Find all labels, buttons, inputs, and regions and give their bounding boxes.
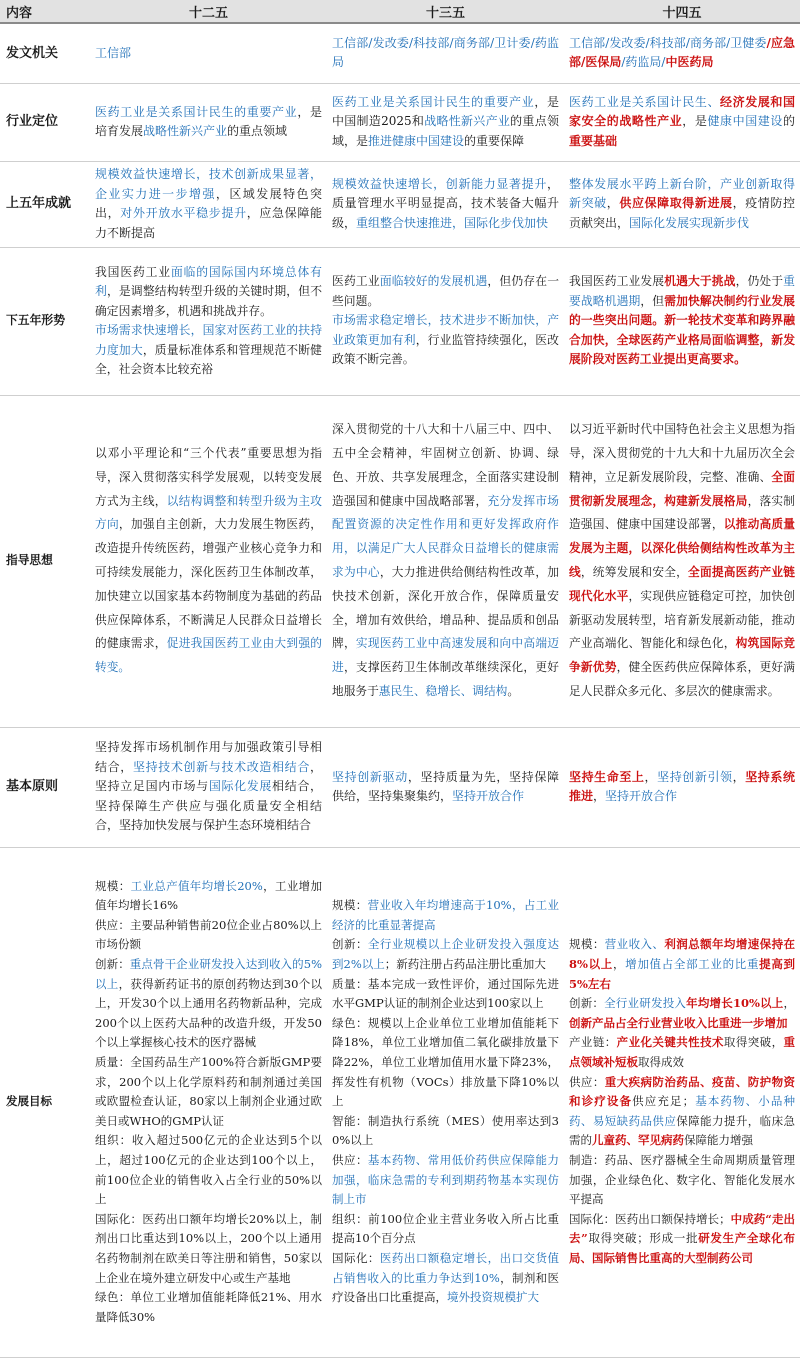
text-segment: 以结构调整和转型升级为主攻方向 — [95, 493, 322, 532]
text-segment: 提高到5%左右 — [569, 957, 796, 991]
text-segment: 重点领域补短板 — [569, 1035, 796, 1070]
cell-12th-issuer — [90, 23, 327, 83]
text-segment: 坚持开放合作 — [605, 789, 678, 803]
text-segment: 组织：前100位企业主营业务收入所占比重提高10个百分点 国际化： — [332, 1211, 559, 1265]
text-segment: 战略性新兴产业 — [143, 124, 228, 138]
cell-13th-guideline — [327, 395, 564, 727]
cell-13th-situation — [327, 247, 564, 395]
text-segment: 取得突破；形成一批 — [587, 1231, 699, 1246]
text-segment: 战略性新兴产业 — [424, 114, 511, 129]
text-segment: ，实现供应链稳定可控，加快创新驱动发展转型，培育新发展新动能，推动产业高端化、智能化和绿色化， — [569, 588, 795, 651]
cell-12th-principles — [90, 727, 327, 847]
text-segment: 面临的国际国内环境总体有利 — [95, 264, 322, 298]
text-segment: ， — [606, 196, 620, 211]
text-segment: 工信部/发改委/科技部/商务部/卫计委/药监局 — [332, 35, 559, 70]
cell-12th-achievements — [90, 161, 327, 247]
cell-13th-principles — [327, 727, 564, 847]
text-segment: 以推动高质量发展为主题，以深化供给侧结构性改革为主线 — [569, 517, 795, 579]
text-segment: ，行业监管持续强化，医改政策不断完善。 — [332, 332, 559, 367]
text-segment: 坚持发挥市场机制作用与加强政策引导相结合， — [95, 740, 322, 774]
text-segment: 规模效益快速增长，技术创新成果显著，企业实力进一步增强 — [95, 167, 322, 201]
text-segment: 规模： — [95, 878, 131, 893]
text-segment: 坚持技术创新与技术改造相结合 — [132, 759, 310, 774]
text-segment: 经济发展和国家安全的战略性产业 — [569, 94, 795, 129]
text-segment: 坚持生命至上 — [569, 769, 645, 784]
text-segment: ，制剂和医疗设备出口比重提高， — [332, 1270, 560, 1305]
text-segment: 供应充足； — [632, 1094, 695, 1109]
text-segment: 面临较好的发展机遇 — [379, 274, 488, 289]
text-segment: 的 — [782, 114, 795, 129]
text-segment: 研发生产全球化布局、国际销售比重高的大型制药公司 — [569, 1231, 795, 1265]
text-segment: 营业收入年均增速高于10%，占工业经济的比重显著提高 — [332, 898, 560, 932]
text-segment: ，质量标准体系和管理规范不断健全，社会资本比较充裕 — [95, 342, 322, 376]
text-segment: 中医药局 — [665, 55, 714, 70]
text-segment: 规模： — [332, 898, 368, 913]
text-segment: ，但 — [640, 293, 665, 308]
text-segment: ， — [783, 996, 796, 1011]
text-segment: 利润总额年均增速保持在8%以上 — [569, 937, 796, 972]
text-segment: ，坚持质量为先，坚持保障供给，坚持集聚集约， — [332, 769, 559, 803]
row-goals — [0, 847, 800, 1357]
row-situation — [0, 247, 800, 395]
text-segment: 的重要保障 — [464, 133, 525, 148]
text-segment: 规模： — [569, 937, 605, 952]
text-segment: 我国医药工业 — [95, 264, 171, 279]
text-segment: 供应保障取得新进展 — [619, 196, 733, 211]
text-segment: ，区域发展特色突出， — [95, 186, 322, 220]
text-segment: ，是培育发展 — [95, 104, 322, 138]
text-segment: 机遇大于挑战 — [664, 274, 736, 289]
text-segment: 坚持开放合作 — [452, 789, 525, 803]
cell-12th-guideline — [90, 395, 327, 727]
text-segment: /药监局/ — [621, 55, 666, 70]
text-segment: 创新产品占全行业营业收入比重进一步增加 — [569, 1015, 788, 1030]
text-segment: 国际化发展实现新步伐 — [629, 215, 750, 230]
text-segment: 保障能力提升，临床急需的 — [569, 1113, 795, 1148]
text-segment: 取得成效 供应： — [569, 1055, 684, 1089]
text-segment: 相结合，坚持保障生产供应与强化质量安全相结合，坚持加快发展与保护生态环境相结合 — [95, 779, 322, 833]
text-segment: 。 — [507, 683, 520, 698]
text-segment: 健康中国建设 — [707, 114, 783, 129]
text-segment: 医药工业 — [332, 274, 380, 289]
text-segment: 儿童药、罕见病药 — [592, 1133, 684, 1148]
text-segment: 整体发展水平跨上新台阶，产业创新取得新突破 — [569, 176, 795, 211]
text-segment: 充分发挥市场配置资源的决定性作用和更好发挥政府作用，以满足广大人民群众日益增长的健康需求为中心 — [332, 493, 559, 579]
row-issuer — [0, 23, 800, 83]
text-segment: ，大力推进供给侧结构性改革，加快技术创新，深化开放合作，保障质量安全，增加有效供给，增品种、提品质和创品牌， — [332, 565, 559, 651]
text-segment: 增加值占全部工业的比重 — [625, 957, 760, 972]
text-segment: 我国医药工业发展 — [569, 274, 665, 289]
row-guideline — [0, 395, 800, 727]
text-segment: 以习近平新时代中国特色社会主义思想为指导，深入贯彻党的十九大和十九届历次全会精神，立足新发展阶段，完整、准确、 — [569, 422, 795, 484]
header-14th-fyp: 十四五 — [564, 0, 800, 23]
text-segment: ，加强自主创新，大力发展生物医药，改造提升传统医药，增强产业核心竞争力和可持续发展能力，深化医药卫生体制改革，加快建立以国家基本药物制度为基础的药品供应保障体系，不断满足人民群众日益增长的健康需求， — [95, 517, 322, 651]
text-segment: ；新药注册占药品注册比重加大 质量：基本完成一致性评价，通过国际先进水平GMP认证的制剂企业达到100家以上 绿色：规模以上企业单位工业增加值能耗下降18%，单位工业增加值二氧化碳排放量下降22%，单位工业增加值用水量下降23%，挥发性有机物（VOCs）排放量下降10%以上 智能：制造执行系统（MES）使用率达到30%以上 供应： — [332, 957, 559, 1167]
text-segment: 中成药“走出去” — [569, 1211, 795, 1246]
text-segment: ， — [593, 789, 606, 803]
cell-13th-issuer — [327, 23, 564, 83]
header-content: 内容 — [0, 0, 90, 23]
text-segment: 以邓小平理论和“三个代表”重要思想为指导，深入贯彻落实科学发展观，以转变发展方式为主线， — [95, 446, 322, 508]
text-segment: 创新： — [332, 937, 368, 952]
cell-14th-goals — [564, 847, 800, 1357]
cell-12th-situation — [90, 247, 327, 395]
text-segment: 市场需求快速增长，国家对医药工业的扶持力度加大 — [95, 323, 322, 357]
text-segment: 国际化发展 — [208, 779, 273, 794]
text-segment: ，是中国制造2025和 — [332, 94, 559, 129]
cell-13th-goals — [327, 847, 564, 1357]
text-segment: 医药工业是关系国计民生的重要产业 — [332, 94, 535, 109]
text-segment: 取得突破， — [723, 1035, 784, 1050]
text-segment: 惠民生、稳增长、调结构 — [378, 683, 508, 698]
text-segment: ，是调整结构转型升级的关键时期，但不确定因素增多，机遇和挑战并存。 — [95, 284, 322, 318]
text-segment: 基本药物、常用低价药供应保障能力加强，临床急需的专利到期药物基本实现仿制上市 — [332, 1152, 560, 1207]
row-achievements — [0, 161, 800, 247]
text-segment: 全行业研发投入 — [604, 996, 687, 1011]
text-segment: ，应急保障能力不断提高 — [95, 206, 322, 240]
text-segment: ，是 — [682, 114, 708, 129]
text-segment: 重组整合快速推进，国际化步伐加快 — [356, 215, 549, 230]
text-segment: 重大疾病防治药品、疫苗、防护物资和诊疗设备 — [569, 1074, 795, 1109]
cell-14th-positioning — [564, 83, 800, 161]
row-label-situation: 下五年形势 — [0, 247, 90, 395]
row-label-goals: 发展目标 — [0, 847, 90, 1357]
text-segment: 保障能力增强 制造：药品、医疗器械全生命周期质量管理加强，企业绿色化、数字化、智能化发展水平提高 国际化：医药出口额保持增长； — [569, 1133, 795, 1226]
text-segment: 年均增长10%以上 — [686, 996, 784, 1011]
text-segment: 重要基础 — [569, 133, 618, 148]
cell-14th-situation — [564, 247, 800, 395]
text-segment: 的重点领域 — [227, 124, 288, 138]
row-principles — [0, 727, 800, 847]
text-segment: 构筑国际竞争新优势 — [569, 636, 795, 675]
text-segment: 医药出口额稳定增长，出口交货值占销售收入的比重力争达到10% — [332, 1250, 559, 1285]
cell-13th-achievements — [327, 161, 564, 247]
text-segment: 工信部 — [95, 45, 132, 60]
row-label-achievements: 上五年成就 — [0, 161, 90, 247]
text-segment: 全行业规模以上企业研发投入强度达到2%以上 — [332, 937, 560, 972]
text-segment: ， — [612, 957, 626, 972]
text-segment: 市场需求稳定增长，技术进步不断加快，产业政策更加有利 — [332, 313, 559, 347]
text-segment: 工业总产值年均增长20% — [130, 878, 263, 893]
text-segment: 需加快解决制约行业发展的一些突出问题。新一轮技术变革和跨界融合加快，全球医药产业格局面临调整，新发展阶段对医药工业提出更高要求。 — [569, 293, 795, 367]
text-segment: 推进健康中国建设 — [368, 133, 465, 148]
text-segment: 创新： — [569, 996, 605, 1011]
cell-14th-issuer — [564, 23, 800, 83]
cell-12th-goals — [90, 847, 327, 1357]
text-segment: 深入贯彻党的十八大和十八届三中、四中、五中全会精神，牢固树立创新、协调、绿色、开放、共享发展理念，全面落实建设制造强国和健康中国战略部署， — [332, 422, 559, 508]
text-segment: 坚持创新引领 — [657, 769, 733, 784]
text-segment: /应急部/医保局 — [569, 35, 795, 70]
text-segment: ，工业增加值年均增长16% 供应：主要品种销售前20位企业占80%以上市场份额 创新： — [95, 878, 323, 972]
text-segment: ，质量管理水平明显提高，技术装备大幅升级， — [332, 176, 559, 230]
text-segment: 重点骨干企业研发投入达到收入的5%以上 — [95, 957, 322, 991]
cell-12th-positioning — [90, 83, 327, 161]
text-segment: 实现医药工业中高速发展和向中高端迈进 — [332, 636, 559, 675]
text-segment: 促进我国医药工业由大到强的转变。 — [95, 636, 322, 675]
header-13th-fyp: 十三五 — [327, 0, 564, 23]
text-segment: ， — [732, 769, 746, 784]
text-segment: 全面贯彻新发展理念，构建新发展格局 — [569, 469, 795, 508]
header-row — [0, 0, 800, 23]
text-segment: ，健全医药供应保障体系，更好满足人民群众多元化、多层次的健康需求。 — [569, 660, 795, 698]
row-label-positioning: 行业定位 — [0, 83, 90, 161]
text-segment: ，统筹发展和安全， — [580, 565, 689, 579]
cell-14th-principles — [564, 727, 800, 847]
row-positioning — [0, 83, 800, 161]
text-segment: 医药工业是关系国计民生的重要产业 — [95, 104, 298, 119]
row-label-guideline: 指导思想 — [0, 395, 90, 727]
text-segment: ，但仍存在一些问题。 — [332, 274, 559, 308]
cell-14th-guideline — [564, 395, 800, 727]
text-segment: 的重点领域，是 — [332, 114, 559, 148]
row-label-issuer: 发文机关 — [0, 23, 90, 83]
text-segment: 医药工业是关系国计民生、 — [569, 94, 721, 109]
text-segment: 工信部/发改委/科技部/商务部/卫健委 — [569, 35, 767, 50]
text-segment: ，落实制造强国、健康中国建设部署， — [569, 493, 795, 532]
text-segment: ，坚持立足国内市场与 — [95, 759, 322, 794]
text-segment: 规模效益快速增长，创新能力显著提升 — [332, 176, 547, 191]
text-segment: ，获得新药证书的原创药物达到30个以上，开发30个以上通用名药物新品种，完成200个以上医药大品种的改造升级，开发50个以上掌握核心技术的医疗器械 质量：全国药品生产100%符合新版GMP要求，200个以上化学原料药和制剂通过美国或欧盟检查认证，80家以上制剂企业通过欧美日或WHO的GMP认证 组织：收入超过500亿元的企业达到5个以上，超过100亿元的企业达到100个以上，前100位企业的销售收入占全行业的50%以上 国际化：医药出口额年均增长20%以上，制剂出口比重达到10%以上，200个以上通用名药物制剂在欧美日等注册和销售，50家以上企业在境外建立研发中心或生产基地 绿色：单位工业增加值能耗降低21%、用水量降低30% — [95, 976, 323, 1324]
text-segment: 全面提高医药产业链现代化水平 — [569, 565, 795, 603]
text-segment: ，支撑医药卫生体制改革继续深化，更好地服务于 — [332, 660, 559, 698]
text-segment: ， — [644, 769, 658, 784]
cell-13th-positioning — [327, 83, 564, 161]
text-segment: 坚持创新驱动 — [332, 769, 408, 784]
text-segment: 基本药物、小品种药、易短缺药品供应 — [569, 1094, 796, 1128]
text-segment: 境外投资规模扩大 — [447, 1290, 539, 1305]
text-segment: 产业链： — [569, 1035, 617, 1050]
text-segment: ，疫情防控贡献突出， — [569, 196, 795, 230]
text-segment: 营业收入、 — [604, 937, 665, 952]
header-12th-fyp: 十二五 — [90, 0, 327, 23]
text-segment: 坚持系统推进 — [569, 769, 795, 803]
text-segment: 重要战略机遇期 — [569, 274, 795, 308]
text-segment: ，仍处于 — [735, 274, 784, 289]
row-label-principles: 基本原则 — [0, 727, 90, 847]
text-segment: 对外开放水平稳步提升 — [120, 206, 247, 220]
cell-14th-achievements — [564, 161, 800, 247]
text-segment: 产业化关键共性技术 — [616, 1035, 724, 1050]
